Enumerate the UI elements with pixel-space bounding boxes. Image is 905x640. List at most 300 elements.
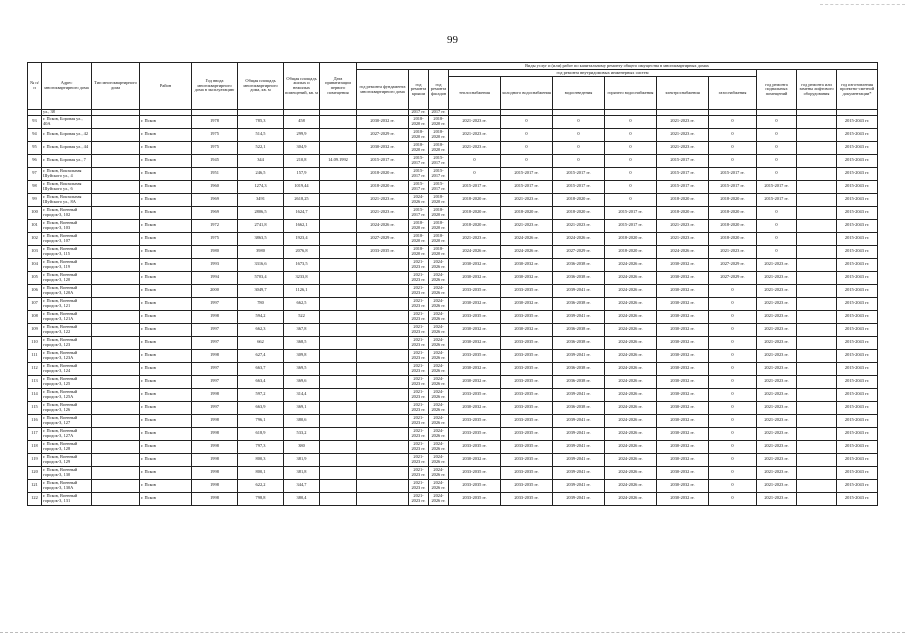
cell-living-area: 522 <box>284 310 320 323</box>
cell-living-area: 380,6 <box>284 414 320 427</box>
cell-total-area: 3863,5 <box>238 232 284 245</box>
cell-cold-water: 2030-2032 гг. <box>501 323 553 336</box>
cell-facade: 2024-2026 гг. <box>429 349 449 362</box>
cell-gas: 2027-2029 гг. <box>709 258 757 271</box>
cell-address: г. Псков, Военный городок-3, 120 <box>42 271 92 284</box>
cell-basement: 0 <box>757 232 797 245</box>
cell-type <box>92 284 140 297</box>
cell-num: 94 <box>28 128 42 141</box>
cell-total-area: 662 <box>238 336 284 349</box>
cell-sewer: 2024-2026 гг. <box>553 232 605 245</box>
cell-year: 1998 <box>192 492 238 505</box>
cell-gas: 0 <box>709 466 757 479</box>
cell-district: г. Псков <box>140 271 192 284</box>
cell-address: г. Псков, Военный городок-3, 123 <box>42 336 92 349</box>
header-cold-water: холодного водоснабжения <box>501 77 553 110</box>
cell-cold-water: 2033-2035 гг. <box>501 310 553 323</box>
cell-district: г. Псков <box>140 427 192 440</box>
cell-electric: 2030-2032 гг. <box>657 297 709 310</box>
cell-type <box>92 167 140 180</box>
cell-electric: 2021-2023 гг. <box>657 141 709 154</box>
cell-num: 111 <box>28 349 42 362</box>
cell-electric: 2030-2032 гг. <box>657 479 709 492</box>
cell-cold-water: 2030-2032 гг. <box>501 271 553 284</box>
cell-cold-water: 2015-2017 гг. <box>501 180 553 193</box>
top-edge-rule <box>820 4 905 5</box>
cell-privatization <box>320 323 357 336</box>
cell-privatization <box>320 440 357 453</box>
table-row <box>28 414 878 427</box>
cell-gas: 0 <box>709 388 757 401</box>
cell-num: 117 <box>28 427 42 440</box>
table-row <box>28 232 878 245</box>
cell-electric: 2030-2032 гг. <box>657 453 709 466</box>
cell-total-area: 3491 <box>238 193 284 206</box>
cell-sewer: 2027-2029 гг. <box>553 245 605 258</box>
cell-gas: 0 <box>709 414 757 427</box>
cell-heat: 2021-2023 гг. <box>449 141 501 154</box>
cell-privatization <box>320 414 357 427</box>
cell-hot-water: 2024-2026 гг. <box>605 323 657 336</box>
cell-total-area: 5703,4 <box>238 271 284 284</box>
cell-total-area: 597,2 <box>238 388 284 401</box>
cell-facade: 2018-2020 гг. <box>429 193 449 206</box>
cell-year: 2000 <box>192 284 238 297</box>
cell-roof: 2018-2020 гг. <box>409 245 429 258</box>
cell-roof: 2018-2020 гг. <box>409 141 429 154</box>
cell-heat: 2033-2035 гг. <box>449 414 501 427</box>
cell-elevator <box>797 427 837 440</box>
cell-address: г. Псков, Военный городок-3, 120А <box>42 284 92 297</box>
cell-living-area: 533,2 <box>284 427 320 440</box>
cell-num: 100 <box>28 206 42 219</box>
cell-facade: 2024-2026 гг. <box>429 479 449 492</box>
cell-sewer: 2039-2041 гг. <box>553 427 605 440</box>
cell-num: 98 <box>28 180 42 193</box>
cell-address: г. Псков, Военный городок-3, 128 <box>42 440 92 453</box>
cell-elevator <box>797 323 837 336</box>
cell-total-area: 785,3 <box>238 115 284 128</box>
table-row <box>28 193 878 206</box>
cell-roof: 2021-2023 гг. <box>409 362 429 375</box>
cell-type <box>92 336 140 349</box>
cell-heat: 2018-2020 гг. <box>449 219 501 232</box>
cell-hot-water: 2024-2026 гг. <box>605 258 657 271</box>
cell-docs: 2015-2043 гг. <box>837 245 878 258</box>
cell-total-area: 3316,6 <box>238 258 284 271</box>
cell-address: г. Псков, Боровая ул., 7 <box>42 154 92 167</box>
cell-roof: 2021-2023 гг. <box>409 388 429 401</box>
cell-privatization <box>320 362 357 375</box>
cell-year: 1997 <box>192 323 238 336</box>
cell-docs: 2015-2043 гг. <box>837 401 878 414</box>
cell-district: г. Псков <box>140 232 192 245</box>
cell-year: 1975 <box>192 128 238 141</box>
cell-sewer: 0 <box>553 141 605 154</box>
cell-heat: 2033-2035 гг. <box>449 284 501 297</box>
cell-heat: 2021-2023 гг. <box>449 232 501 245</box>
cell-total-area: 618,9 <box>238 427 284 440</box>
cell-heat: 2021-2023 гг. <box>449 128 501 141</box>
cell-district: г. Псков <box>140 492 192 505</box>
header-address: Адрес многоквартирного дома <box>42 63 92 110</box>
cell-district: г. Псков <box>140 154 192 167</box>
cell-hot-water: 2024-2026 гг. <box>605 297 657 310</box>
cell-sewer: 2039-2041 гг. <box>553 284 605 297</box>
cell-electric: 2024-2026 гг. <box>657 245 709 258</box>
cell-facade: 2015-2017 гг. <box>429 180 449 193</box>
cell-sewer: 2039-2041 гг. <box>553 349 605 362</box>
cell-district: г. Псков <box>140 336 192 349</box>
cell-foundation: 2033-2035 гг. <box>357 245 409 258</box>
header-district: Район <box>140 63 192 110</box>
cell-district: г. Псков <box>140 466 192 479</box>
cell-foundation <box>357 258 409 271</box>
cell-living-area: 369,1 <box>284 401 320 414</box>
cell-basement: 2021-2023 гг. <box>757 466 797 479</box>
cell-cold-water: 0 <box>501 141 553 154</box>
cell-facade: 2018-2020 гг. <box>429 206 449 219</box>
cell-docs: 2015-2043 гг. <box>837 336 878 349</box>
cell-basement: 0 <box>757 154 797 167</box>
table-row <box>28 492 878 505</box>
cell-electric: 2030-2032 гг. <box>657 310 709 323</box>
cell-address: г. Псков, Военный городок-3, 103 <box>42 219 92 232</box>
cell-roof: 2021-2023 гг. <box>409 440 429 453</box>
cell-type <box>92 427 140 440</box>
cell-basement: 2021-2023 гг. <box>757 375 797 388</box>
cell-address: г. Псков, Военный городок-3, 119 <box>42 258 92 271</box>
cell-heat: 2033-2035 гг. <box>449 349 501 362</box>
cell-facade: 2024-2026 гг. <box>429 466 449 479</box>
cell-facade: 2018-2020 гг. <box>429 128 449 141</box>
cell-docs: 2015-2043 гг. <box>837 232 878 245</box>
cell-foundation: 2030-2032 гг. <box>357 141 409 154</box>
cell-privatization <box>320 193 357 206</box>
cell-type <box>92 479 140 492</box>
cell-total-area: 2806,5 <box>238 206 284 219</box>
cell-electric: 2030-2032 гг. <box>657 258 709 271</box>
cell-privatization <box>320 388 357 401</box>
cell-year: 1998 <box>192 453 238 466</box>
table-row <box>28 271 878 284</box>
cell-hot-water: 2024-2026 гг. <box>605 271 657 284</box>
cell-privatization <box>320 128 357 141</box>
cell-gas: 0 <box>709 128 757 141</box>
cell-privatization <box>320 271 357 284</box>
cell-heat: 2033-2035 гг. <box>449 466 501 479</box>
header-group-title: Виды услуг и (или) работ по капитальному ремонту общего имущества в многоквартирных домах <box>357 63 878 70</box>
cell-docs: 2015-2043 гг. <box>837 414 878 427</box>
cell-type <box>92 141 140 154</box>
cell-privatization <box>320 310 357 323</box>
cell-docs: 2015-2043 гг. <box>837 115 878 128</box>
cell-total-area: 800,1 <box>238 466 284 479</box>
cell-docs: 2015-2043 гг. <box>837 167 878 180</box>
cell-facade: 2024-2026 гг. <box>429 401 449 414</box>
cell-privatization <box>320 401 357 414</box>
cell-roof: 2021-2023 гг. <box>409 427 429 440</box>
cell-electric: 2030-2032 гг. <box>657 323 709 336</box>
cell-heat: 2030-2032 гг. <box>449 297 501 310</box>
cell-elevator <box>797 297 837 310</box>
cell-type <box>92 232 140 245</box>
cell-basement: 0 <box>757 128 797 141</box>
cell-sewer: 2039-2041 гг. <box>553 414 605 427</box>
cell-hot-water: 2015-2017 гг. <box>605 219 657 232</box>
cell-num: 116 <box>28 414 42 427</box>
cell-docs: 2015-2043 гг. <box>837 310 878 323</box>
cell-num: 109 <box>28 323 42 336</box>
cell-facade: 2024-2026 гг. <box>429 271 449 284</box>
cell-year: 1975 <box>192 141 238 154</box>
cell-basement: 2015-2017 гг. <box>757 180 797 193</box>
cell-heat: 2030-2032 гг. <box>449 401 501 414</box>
cell-year: 1998 <box>192 310 238 323</box>
cell-electric: 2030-2032 гг. <box>657 401 709 414</box>
cell-address: г. Псков, Военный городок-3, 107 <box>42 232 92 245</box>
cell-living-area: 380 <box>284 440 320 453</box>
cell-privatization: 14.09.1992 <box>320 154 357 167</box>
table-row <box>28 115 878 128</box>
header-systems-group: год ремонта внутридомовых инженерных систем <box>449 70 757 77</box>
cell-living-area: 458 <box>284 115 320 128</box>
cell-privatization <box>320 453 357 466</box>
cell-privatization <box>320 258 357 271</box>
cell-gas: 0 <box>709 440 757 453</box>
cell-foundation: 2021-2023 гг. <box>357 206 409 219</box>
cell-num: 99 <box>28 193 42 206</box>
cell-sewer: 2036-2038 гг. <box>553 375 605 388</box>
table-row <box>28 388 878 401</box>
cell-year: 1998 <box>192 427 238 440</box>
cell-basement: 2021-2023 гг. <box>757 310 797 323</box>
cell-living-area: 368,5 <box>284 336 320 349</box>
cell-docs: 2015-2043 гг. <box>837 466 878 479</box>
cell-hot-water: 0 <box>605 141 657 154</box>
cell-roof: 2021-2023 гг. <box>409 453 429 466</box>
continuation-roof: 2017 гг. <box>409 110 429 116</box>
cell-type <box>92 414 140 427</box>
cell-hot-water: 2018-2020 гг. <box>605 232 657 245</box>
cell-electric: 2030-2032 гг. <box>657 414 709 427</box>
cell-roof: 2021-2023 гг. <box>409 414 429 427</box>
cell-hot-water: 0 <box>605 115 657 128</box>
cell-type <box>92 154 140 167</box>
cell-district: г. Псков <box>140 180 192 193</box>
cell-roof: 2021-2023 гг. <box>409 401 429 414</box>
cell-living-area: 3233,8 <box>284 271 320 284</box>
cell-basement: 0 <box>757 245 797 258</box>
cell-heat: 2033-2035 гг. <box>449 479 501 492</box>
cell-address: г. Псков, Военный городок-3, 131 <box>42 492 92 505</box>
cell-num: 122 <box>28 492 42 505</box>
cell-heat: 2033-2035 гг. <box>449 310 501 323</box>
cell-basement: 0 <box>757 219 797 232</box>
cell-gas: 0 <box>709 492 757 505</box>
cell-type <box>92 492 140 505</box>
table-row <box>28 453 878 466</box>
cell-docs: 2015-2043 гг. <box>837 323 878 336</box>
cell-electric: 2030-2032 гг. <box>657 362 709 375</box>
table-row <box>28 349 878 362</box>
cell-privatization <box>320 375 357 388</box>
cell-facade: 2024-2026 гг. <box>429 453 449 466</box>
cell-facade: 2024-2026 гг. <box>429 388 449 401</box>
cell-privatization <box>320 297 357 310</box>
cell-privatization <box>320 284 357 297</box>
cell-electric: 2030-2032 гг. <box>657 440 709 453</box>
cell-elevator <box>797 440 837 453</box>
header-num: № п/п <box>28 63 42 110</box>
cell-gas: 0 <box>709 362 757 375</box>
cell-total-area: 344 <box>238 154 284 167</box>
cell-living-area: 1624,7 <box>284 206 320 219</box>
cell-elevator <box>797 271 837 284</box>
cell-num: 119 <box>28 453 42 466</box>
cell-district: г. Псков <box>140 284 192 297</box>
cell-electric: 2015-2017 гг. <box>657 154 709 167</box>
cell-cold-water: 2021-2023 гг. <box>501 219 553 232</box>
cell-foundation: 2018-2020 гг. <box>357 180 409 193</box>
cell-elevator <box>797 466 837 479</box>
cell-hot-water: 2024-2026 гг. <box>605 349 657 362</box>
cell-num: 106 <box>28 284 42 297</box>
cell-year: 1945 <box>192 154 238 167</box>
cell-year: 1997 <box>192 297 238 310</box>
cell-address: г. Псков, Вокзальная Шуйского ул., 6 <box>42 180 92 193</box>
cell-facade: 2018-2020 гг. <box>429 115 449 128</box>
cell-privatization <box>320 141 357 154</box>
cell-district: г. Псков <box>140 167 192 180</box>
cell-docs: 2015-2043 гг. <box>837 154 878 167</box>
cell-living-area: 1126,1 <box>284 284 320 297</box>
cell-basement: 0 <box>757 115 797 128</box>
cell-year: 1994 <box>192 271 238 284</box>
cell-elevator <box>797 479 837 492</box>
cell-living-area: 210,8 <box>284 154 320 167</box>
cell-heat: 2018-2020 гг. <box>449 206 501 219</box>
cell-living-area: 380,4 <box>284 492 320 505</box>
cell-gas: 2018-2020 гг. <box>709 232 757 245</box>
cell-elevator <box>797 245 837 258</box>
cell-cold-water: 2033-2035 гг. <box>501 401 553 414</box>
cell-heat: 2030-2032 гг. <box>449 362 501 375</box>
cell-elevator <box>797 193 837 206</box>
cell-electric: 2021-2023 гг. <box>657 128 709 141</box>
cell-num: 95 <box>28 141 42 154</box>
cell-foundation <box>357 297 409 310</box>
table-row <box>28 466 878 479</box>
cell-docs: 2015-2043 гг. <box>837 427 878 440</box>
cell-elevator <box>797 310 837 323</box>
header-year-commission: Год ввода многоквартирного дома в эксплуатацию <box>192 63 238 110</box>
cell-cold-water: 2015-2017 гг. <box>501 167 553 180</box>
cell-num: 104 <box>28 258 42 271</box>
cell-cold-water: 2033-2035 гг. <box>501 440 553 453</box>
table-row <box>28 258 878 271</box>
cell-sewer: 2039-2041 гг. <box>553 440 605 453</box>
cell-cold-water: 2033-2035 гг. <box>501 414 553 427</box>
cell-sewer: 2039-2041 гг. <box>553 479 605 492</box>
cell-roof: 2018-2020 гг. <box>409 219 429 232</box>
cell-facade: 2024-2026 гг. <box>429 375 449 388</box>
cell-elevator <box>797 336 837 349</box>
cell-foundation: 2018-2020 гг. <box>357 167 409 180</box>
cell-gas: 0 <box>709 141 757 154</box>
cell-docs: 2015-2043 гг. <box>837 206 878 219</box>
cell-roof: 2015-2017 гг. <box>409 154 429 167</box>
cell-address: г. Псков, Военный городок-3, 125А <box>42 388 92 401</box>
cell-heat: 2030-2032 гг. <box>449 323 501 336</box>
cell-total-area: 514,5 <box>238 128 284 141</box>
cell-gas: 2018-2020 гг. <box>709 193 757 206</box>
cell-num: 115 <box>28 401 42 414</box>
cell-hot-water: 0 <box>605 193 657 206</box>
cell-gas: 0 <box>709 427 757 440</box>
cell-address: г. Псков, Военный городок-3, 123А <box>42 349 92 362</box>
header-foundation: год ремонта фундамента многоквартирного дома <box>357 70 409 110</box>
cell-electric: 2021-2023 гг. <box>657 232 709 245</box>
cell-total-area: 3049,7 <box>238 284 284 297</box>
cell-total-area: 663,4 <box>238 375 284 388</box>
cell-roof: 2015-2017 гг. <box>409 206 429 219</box>
cell-type <box>92 440 140 453</box>
cell-hot-water: 2024-2026 гг. <box>605 414 657 427</box>
cell-foundation <box>357 388 409 401</box>
table-row <box>28 284 878 297</box>
cell-sewer: 2039-2041 гг. <box>553 388 605 401</box>
cell-year: 1975 <box>192 232 238 245</box>
table-row <box>28 336 878 349</box>
cell-district: г. Псков <box>140 453 192 466</box>
cell-facade: 2024-2026 гг. <box>429 362 449 375</box>
cell-elevator <box>797 167 837 180</box>
header-facade: год ремонта фасадов <box>429 70 449 110</box>
cell-district: г. Псков <box>140 115 192 128</box>
cell-address: г. Псков, Военный городок-3, 115 <box>42 245 92 258</box>
cell-address: г. Псков, Военный городок-3, 121А <box>42 310 92 323</box>
cell-heat: 2030-2032 гг. <box>449 271 501 284</box>
cell-hot-water: 2024-2026 гг. <box>605 466 657 479</box>
cell-gas: 0 <box>709 284 757 297</box>
cell-elevator <box>797 492 837 505</box>
cell-total-area: 800,3 <box>238 453 284 466</box>
cell-facade: 2024-2026 гг. <box>429 310 449 323</box>
cell-total-area: 594,2 <box>238 310 284 323</box>
cell-privatization <box>320 492 357 505</box>
cell-facade: 2024-2026 гг. <box>429 427 449 440</box>
cell-year: 1993 <box>192 258 238 271</box>
cell-living-area: 344,7 <box>284 479 320 492</box>
cell-facade: 2015-2017 гг. <box>429 167 449 180</box>
cell-sewer: 2036-2038 гг. <box>553 323 605 336</box>
table-row <box>28 375 878 388</box>
cell-foundation: 2024-2026 гг. <box>357 219 409 232</box>
cell-privatization <box>320 336 357 349</box>
cell-sewer: 2036-2038 гг. <box>553 297 605 310</box>
cell-cold-water: 0 <box>501 115 553 128</box>
cell-sewer: 2039-2041 гг. <box>553 310 605 323</box>
table-row <box>28 154 878 167</box>
cell-basement: 0 <box>757 206 797 219</box>
cell-sewer: 2015-2017 гг. <box>553 180 605 193</box>
cell-living-area: 381,9 <box>284 453 320 466</box>
cell-total-area: 662,3 <box>238 323 284 336</box>
cell-roof: 2021-2023 гг. <box>409 271 429 284</box>
cell-type <box>92 388 140 401</box>
cell-elevator <box>797 375 837 388</box>
